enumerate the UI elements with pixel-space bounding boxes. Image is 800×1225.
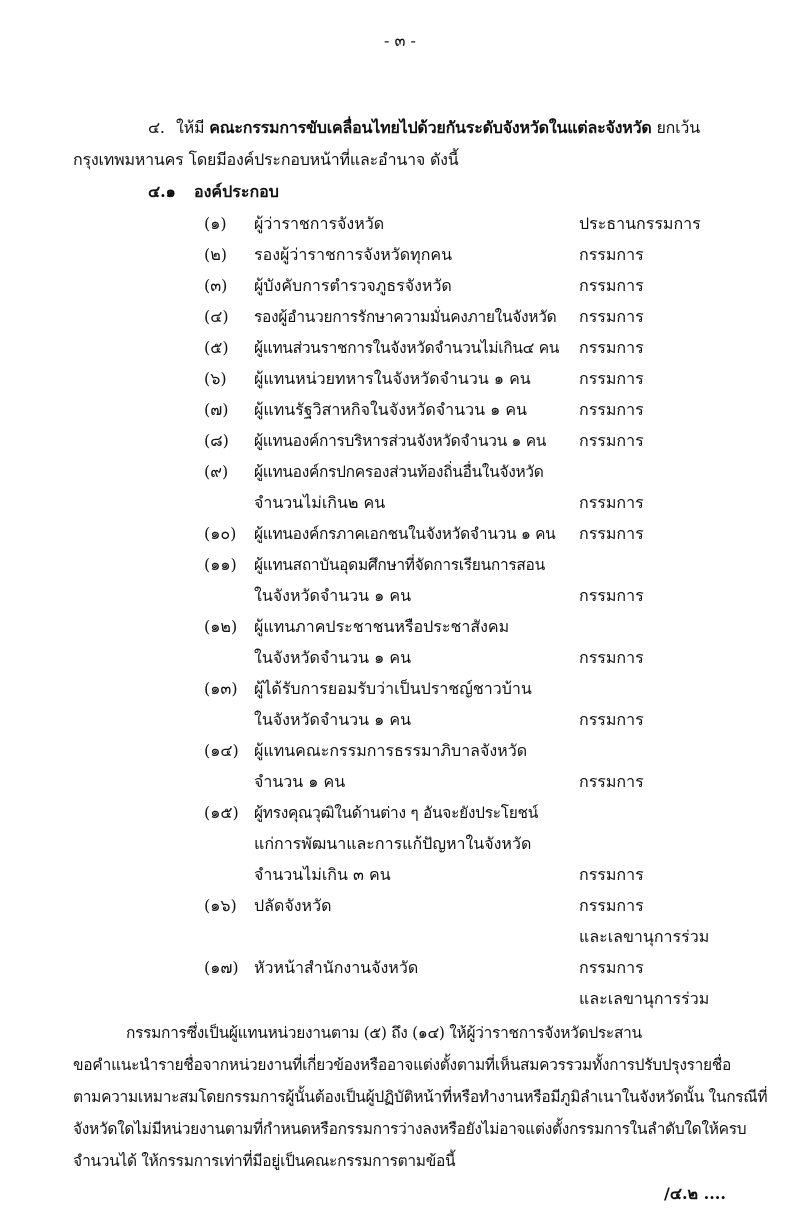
member-15-text-line-3: จำนวนไม่เกิน ๓ คน <box>254 865 391 884</box>
member-12-text-line-1: ผู้แทนภาคประชาชนหรือประชาสังคม <box>254 617 510 636</box>
member-12-number: (๑๒) <box>204 617 238 636</box>
member-16-number: (๑๖) <box>204 896 237 915</box>
member-5-number: (๕) <box>204 338 229 357</box>
member-13-text-line-2: ในจังหวัดจำนวน ๑ คน <box>254 710 412 729</box>
member-11-text-line-2: ในจังหวัดจำนวน ๑ คน <box>254 586 412 605</box>
member-6-role: กรรมการ <box>579 369 644 388</box>
member-3-role: กรรมการ <box>579 276 644 295</box>
closing-line-4: จังหวัดใดไม่มีหน่วยงานตามที่กำหนดหรือกรรมการว่างลงหรือยังไม่อาจแต่งตั้งกรรมการในลำดับใดให้ครบ <box>73 1120 747 1138</box>
member-10-number: (๑๐) <box>204 524 237 543</box>
member-7-number: (๗) <box>204 400 229 419</box>
member-14-number: (๑๔) <box>204 741 239 760</box>
member-17-role-line-2: และเลขานุการร่วม <box>579 989 710 1008</box>
closing-line-3: ตามความเหมาะสมโดยกรรมการผู้นั้นต้องเป็นผู้ปฏิบัติหน้าที่หรือทำงานหรือมีภูมิลำเนาในจังหวัดนั้น ในกรณีที่ <box>73 1088 768 1106</box>
clause-line-1 <box>176 117 700 139</box>
member-17-number: (๑๗) <box>204 958 239 977</box>
member-14-text-line-2: จำนวน ๑ คน <box>254 772 346 791</box>
member-6-text: ผู้แทนหน่วยทหารในจังหวัดจำนวน ๑ คน <box>254 369 531 388</box>
clause-number: ๔. <box>148 118 165 137</box>
member-15-text-line-1: ผู้ทรงคุณวุฒิในด้านต่าง ๆ อันจะยังประโยชน์ <box>254 804 539 822</box>
closing-line-1: กรรมการซึ่งเป็นผู้แทนหน่วยงานตาม (๕) ถึง (๑๔) ให้ผู้ว่าราชการจังหวัดประสาน <box>126 1024 642 1042</box>
member-3-text: ผู้บังคับการตำรวจภูธรจังหวัด <box>254 276 452 295</box>
page-number: - ๓ - <box>384 31 416 50</box>
clause-line-1-tail: ยกเว้น <box>651 118 700 137</box>
member-12-text-line-2: ในจังหวัดจำนวน ๑ คน <box>254 648 412 667</box>
member-13-text-line-1: ผู้ได้รับการยอมรับว่าเป็นปราชญ์ชาวบ้าน <box>254 679 532 698</box>
member-12-role: กรรมการ <box>579 648 644 667</box>
member-14-text-line-1: ผู้แทนคณะกรรมการธรรมาภิบาลจังหวัด <box>254 741 528 760</box>
member-4-role: กรรมการ <box>579 307 644 326</box>
committee-name: คณะกรรมการขับเคลื่อนไทยไปด้วยกันระดับจังหวัดในแต่ละจังหวัด <box>209 118 652 137</box>
member-17-role-line-1: กรรมการ <box>579 958 644 977</box>
member-5-text: ผู้แทนส่วนราชการในจังหวัดจำนวนไม่เกิน๔ คน <box>254 339 560 357</box>
member-1-role: ประธานกรรมการ <box>579 214 701 233</box>
member-9-text-line-1: ผู้แทนองค์กรปกครองส่วนท้องถิ่นอื่นในจังหวัด <box>254 463 544 481</box>
member-11-text-line-1: ผู้แทนสถาบันอุดมศึกษาที่จัดการเรียนการสอน <box>254 556 545 574</box>
member-9-text-line-2: จำนวนไม่เกิน๒ คน <box>254 493 386 512</box>
section-number: ๔.๑ <box>148 182 176 201</box>
member-8-role: กรรมการ <box>579 431 644 450</box>
member-10-text: ผู้แทนองค์กรภาคเอกชนในจังหวัดจำนวน ๑ คน <box>254 525 556 543</box>
member-2-text: รองผู้ว่าราชการจังหวัดทุกคน <box>254 245 453 264</box>
member-1-number: (๑) <box>204 214 227 233</box>
member-13-number: (๑๓) <box>204 679 238 698</box>
member-15-text-line-2: แก่การพัฒนาและการแก้ปัญหาในจังหวัด <box>254 834 532 853</box>
member-4-number: (๔) <box>204 307 229 326</box>
member-2-number: (๒) <box>204 245 228 264</box>
member-14-role: กรรมการ <box>579 772 644 791</box>
member-16-text: ปลัดจังหวัด <box>254 896 332 915</box>
member-13-role: กรรมการ <box>579 710 644 729</box>
member-2-role: กรรมการ <box>579 245 644 264</box>
member-16-role-line-2: และเลขานุการร่วม <box>579 927 710 946</box>
member-16-role-line-1: กรรมการ <box>579 896 644 915</box>
clause-line-2: กรุงเทพมหานคร โดยมีองค์ประกอบหน้าที่และอำนาจ ดังนี้ <box>73 150 459 169</box>
closing-line-5: จำนวนได้ ให้กรรมการเท่าที่มีอยู่เป็นคณะกรรมการตามข้อนี้ <box>73 1152 456 1170</box>
member-17-text: หัวหน้าสำนักงานจังหวัด <box>254 958 419 977</box>
member-6-number: (๖) <box>204 369 227 388</box>
member-11-number: (๑๑) <box>204 555 237 574</box>
closing-line-2: ขอคำแนะนำรายชื่อจากหน่วยงานที่เกี่ยวข้องหรืออาจแต่งตั้งตามที่เห็นสมควรรวมทั้งการปรับปรุงรายชื่อ <box>73 1056 732 1074</box>
member-11-role: กรรมการ <box>579 586 644 605</box>
member-5-role: กรรมการ <box>579 338 644 357</box>
member-9-role: กรรมการ <box>579 493 644 512</box>
clause-line-1-lead: ให้มี <box>176 118 210 137</box>
continuation-marker: /๔.๒ .... <box>664 1184 726 1203</box>
member-3-number: (๓) <box>204 276 228 295</box>
section-title: องค์ประกอบ <box>194 182 279 201</box>
member-9-number: (๙) <box>204 462 229 481</box>
member-15-role: กรรมการ <box>579 865 644 884</box>
member-15-number: (๑๕) <box>204 803 239 822</box>
member-4-text: รองผู้อำนวยการรักษาความมั่นคงภายในจังหวัด <box>254 308 557 326</box>
member-7-role: กรรมการ <box>579 400 644 419</box>
member-8-number: (๘) <box>204 431 229 450</box>
member-8-text: ผู้แทนองค์การบริหารส่วนจังหวัดจำนวน ๑ คน <box>254 432 547 450</box>
member-1-text: ผู้ว่าราชการจังหวัด <box>254 214 385 233</box>
member-7-text: ผู้แทนรัฐวิสาหกิจในจังหวัดจำนวน ๑ คน <box>254 400 527 419</box>
member-10-role: กรรมการ <box>579 524 644 543</box>
